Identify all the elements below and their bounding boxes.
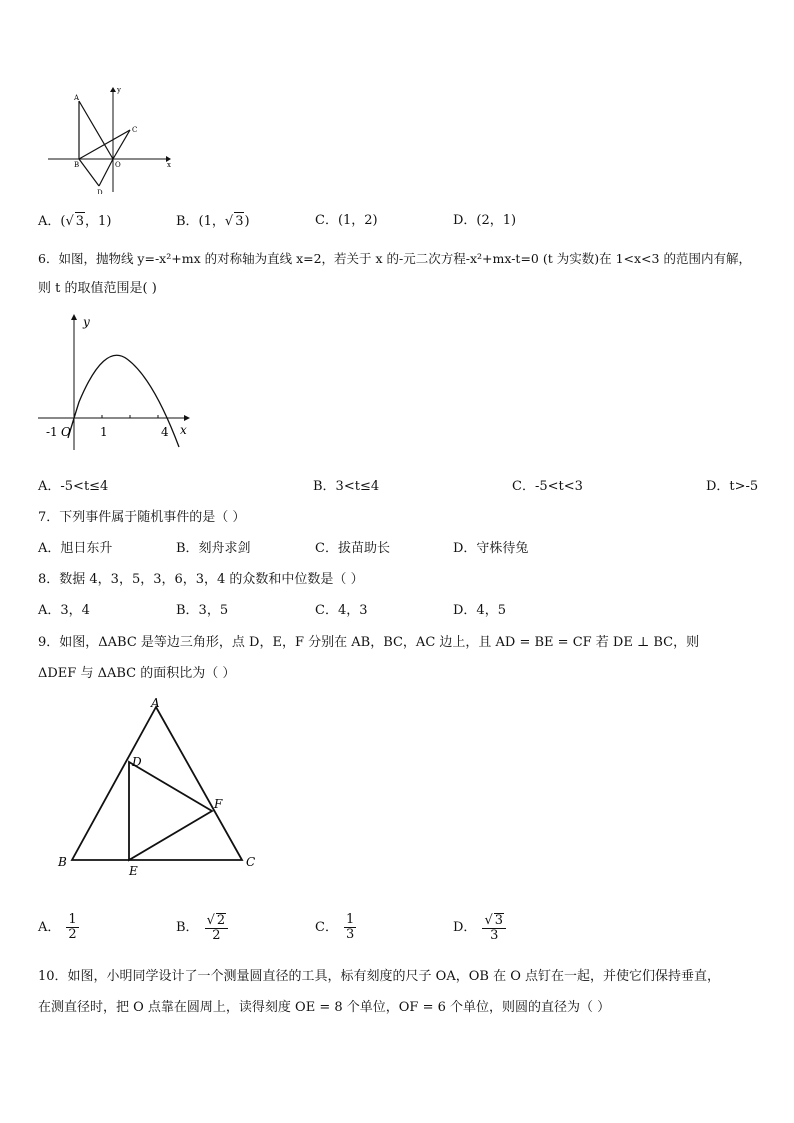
- q6-x-arrow: [184, 415, 190, 421]
- q6-stem-line1: 6．如图，抛物线 y=-x²+mx 的对称轴为直线 x=2，若关于 x 的-元二次方程-x²+mx-t=0 (t 为实数)在 1<x<3 的范围内有解，: [38, 251, 751, 266]
- q5-option-b: B．(1，√ 3): [176, 214, 250, 229]
- q6-option-c: C．-5<t<3: [512, 479, 583, 494]
- q6-y-arrow: [71, 314, 77, 320]
- q9-option-a: A． $\frac{1}{2}$: [38, 912, 77, 942]
- q5-label-x: x: [167, 161, 171, 169]
- q5-label-y: y: [117, 86, 121, 94]
- q9-figure: [52, 694, 267, 880]
- q8-option-a: A．3，4: [38, 603, 90, 618]
- q6-label-y: y: [83, 315, 90, 329]
- q9-triangle-def: [129, 762, 212, 860]
- q9-option-b: B． $\frac{√ 2}{2}$: [176, 910, 228, 946]
- q5-option-d: D．(2，1): [453, 213, 517, 228]
- q5-label-A: A: [74, 94, 80, 102]
- q5-label-O: O: [115, 161, 121, 169]
- q9-option-c: C． $\frac{1}{3}$: [315, 912, 355, 942]
- q8-stem: 8．数据 4，3，5，3，6，3，4 的众数和中位数是（ ）: [38, 572, 364, 587]
- q6-label-4: 4: [161, 425, 169, 439]
- q5-option-a: A．(√ 3，1): [38, 214, 112, 229]
- q6-figure: [34, 310, 199, 460]
- q6-option-a: A．-5<t≤4: [38, 479, 109, 494]
- q9-option-a-fraction: $\frac{1}{2}$: [68, 912, 77, 942]
- q10-stem-line1: 10．如图，小明同学设计了一个测量圆直径的工具，标有刻度的尺子 OA，OB 在 O 点钉在一起，并使它们保持垂直，: [38, 969, 720, 984]
- q6-label-O: O: [61, 425, 71, 439]
- q5-option-c: C．(1，2): [315, 213, 378, 228]
- q6-stem-line2: 则 t 的取值范围是( ): [38, 281, 157, 296]
- q9-label-A: A: [151, 696, 160, 710]
- q7-stem: 7．下列事件属于随机事件的是（ ）: [38, 510, 246, 525]
- q5-figure: [44, 84, 174, 194]
- q5-label-C: C: [132, 126, 138, 134]
- q9-option-d-fraction: $\frac{√ 3}{3}$: [482, 913, 506, 943]
- q10-stem-line2: 在测直径时，把 O 点靠在圆周上，读得刻度 OE = 8 个单位，OF = 6 个单位，则圆的直径为（ ）: [38, 1000, 611, 1015]
- q8-option-b: B．3，5: [176, 603, 229, 618]
- q6-label-1: 1: [100, 425, 108, 439]
- q9-label-C: C: [246, 855, 256, 869]
- q9-option-d: D． $\frac{√ 3}{3}$: [453, 910, 506, 946]
- q9-label-B: B: [58, 855, 67, 869]
- q5-label-D: D: [97, 189, 103, 194]
- q6-option-b: B．3<t≤4: [313, 479, 380, 494]
- q9-label-D: D: [132, 755, 142, 769]
- q5-label-B: B: [74, 161, 80, 169]
- q6-label-neg1: -1: [46, 425, 58, 439]
- q7-option-a: A．旭日东升: [38, 541, 113, 556]
- q5-y-arrow: [110, 87, 116, 92]
- q9-label-F: F: [214, 797, 223, 811]
- q9-label-E: E: [129, 864, 138, 878]
- q6-label-x: x: [180, 423, 187, 437]
- q9-stem-line2: ΔDEF 与 ΔABC 的面积比为（ ）: [38, 666, 236, 681]
- q9-option-b-fraction: $\frac{√ 2}{2}$: [205, 913, 229, 943]
- q8-option-d: D．4，5: [453, 603, 506, 618]
- q7-option-c: C．拔苗助长: [315, 541, 390, 556]
- q8-option-c: C．4，3: [315, 603, 368, 618]
- q9-option-c-fraction: $\frac{1}{3}$: [345, 912, 355, 942]
- q6-option-d: D．t>-5: [706, 479, 759, 494]
- q9-stem-line1: 9．如图，ΔABC 是等边三角形，点 D，E，F 分别在 AB，BC，AC 边上，且 AD = BE = CF 若 DE ⊥ BC，则: [38, 635, 700, 650]
- q7-option-b: B．刻舟求剑: [176, 541, 251, 556]
- q7-option-d: D．守株待兔: [453, 541, 529, 556]
- q9-triangle-abc: [72, 707, 242, 860]
